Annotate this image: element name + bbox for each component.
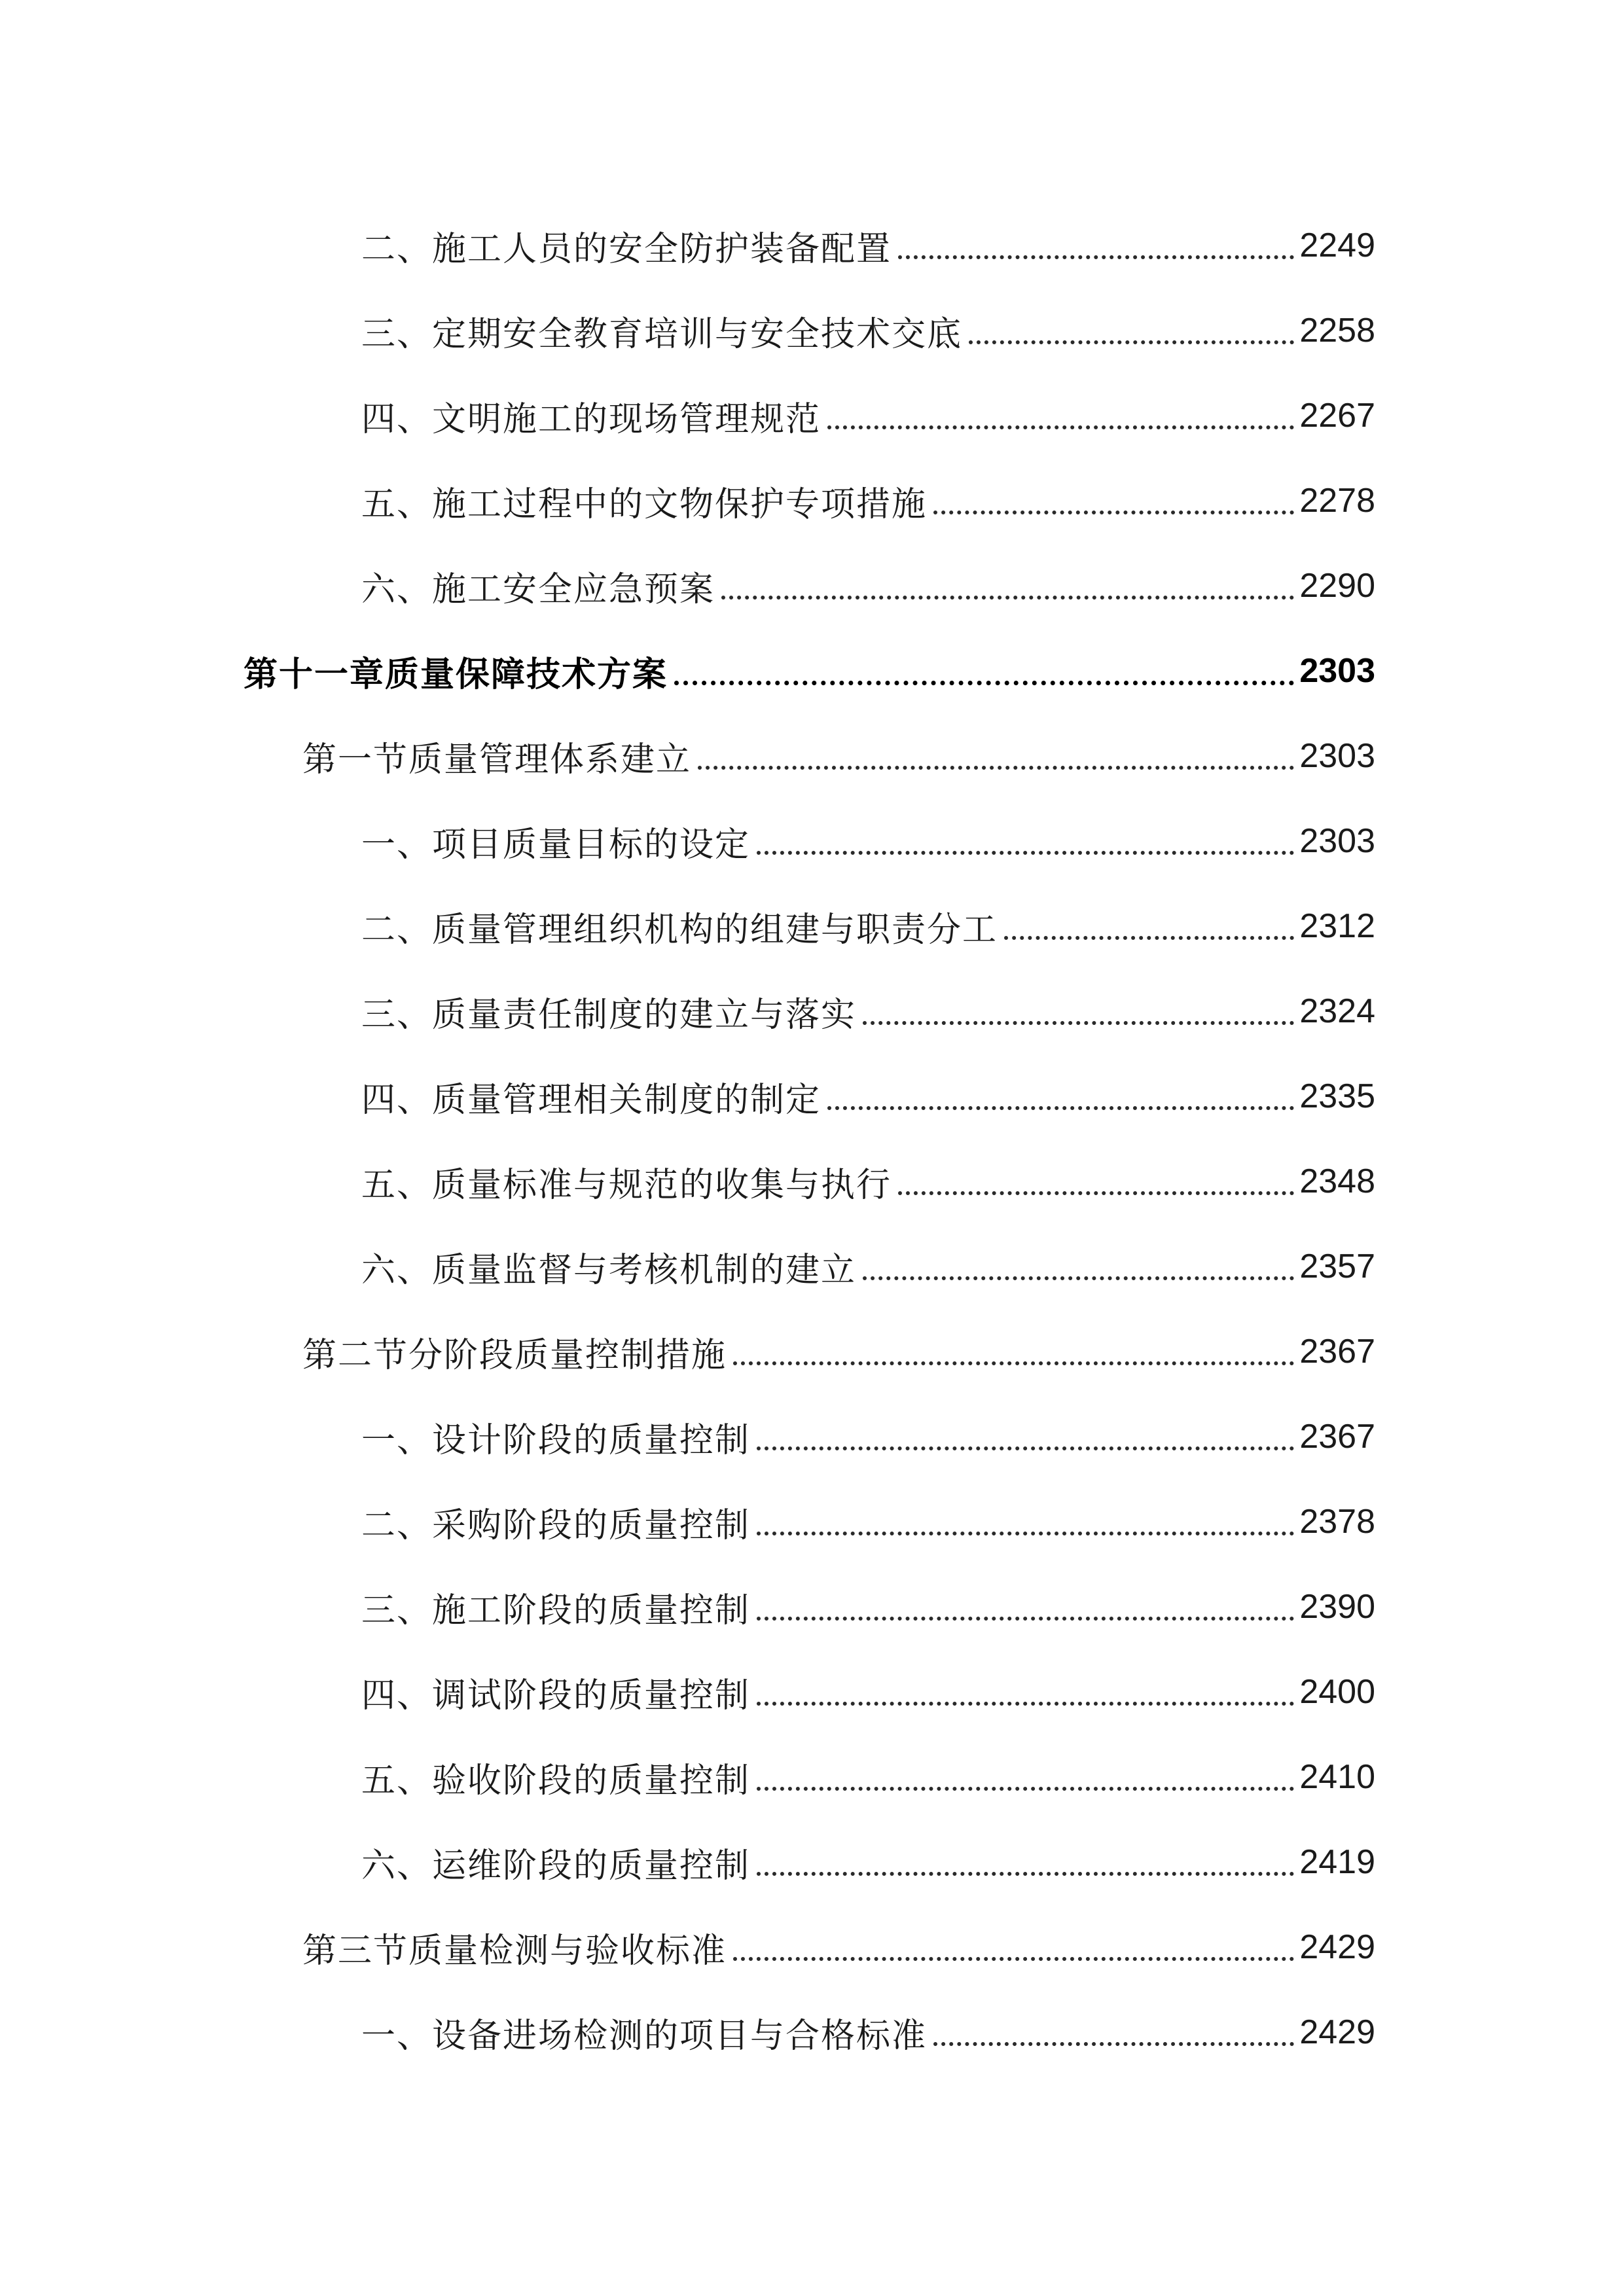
toc-entry-item[interactable]	[0, 1649, 1624, 1734]
toc-entry-item[interactable]	[0, 798, 1624, 884]
toc-entry-section[interactable]	[0, 1309, 1624, 1394]
toc-entry-page-number: 2348	[1299, 1162, 1375, 1200]
toc-entry-item[interactable]	[0, 458, 1624, 543]
toc-entry-title: 六、质量监督与考核机制的建立	[361, 1250, 857, 1290]
toc-entry-title: 五、质量标准与规范的收集与执行	[361, 1165, 892, 1205]
toc-leader-dots	[757, 1617, 1294, 1621]
toc-entry-item[interactable]	[0, 1139, 1624, 1224]
toc-leader-dots	[1004, 936, 1294, 940]
toc-leader-dots	[827, 425, 1294, 429]
toc-entry-section[interactable]	[0, 1905, 1624, 1990]
toc-entry-page-number: 2278	[1299, 482, 1375, 520]
toc-entry-title: 四、调试阶段的质量控制	[361, 1676, 751, 1715]
toc-entry-page-number: 2429	[1299, 2013, 1375, 2051]
toc-leader-dots	[969, 340, 1294, 344]
toc-entry-page-number: 2303	[1299, 652, 1375, 690]
toc-entry-page-number: 2419	[1299, 1843, 1375, 1881]
toc-entry-page-number: 2324	[1299, 992, 1375, 1030]
toc-entry-item[interactable]	[0, 1054, 1624, 1139]
toc-entry-page-number: 2357	[1299, 1247, 1375, 1285]
toc-entry-title: 第二节分阶段质量控制措施	[302, 1335, 727, 1375]
toc-leader-dots	[757, 1532, 1294, 1535]
toc-leader-dots	[863, 1276, 1294, 1280]
toc-entry-item[interactable]	[0, 884, 1624, 969]
toc-entry-chapter[interactable]	[0, 628, 1624, 713]
toc-leader-dots	[757, 851, 1294, 855]
toc-leader-dots	[933, 511, 1294, 514]
toc-entry-page-number: 2429	[1299, 1928, 1375, 1966]
toc-entry-item[interactable]	[0, 969, 1624, 1054]
toc-entry-title: 六、施工安全应急预案	[361, 569, 715, 609]
toc-leader-dots	[898, 1191, 1294, 1195]
toc-entry-title: 二、采购阶段的质量控制	[361, 1505, 751, 1545]
toc-entry-page-number: 2303	[1299, 737, 1375, 775]
toc-entry-title: 三、施工阶段的质量控制	[361, 1590, 751, 1630]
toc-entry-item[interactable]	[0, 1734, 1624, 1820]
toc-entry-title: 二、施工人员的安全防护装备配置	[361, 229, 892, 269]
toc-entry-page-number: 2367	[1299, 1333, 1375, 1371]
toc-leader-dots	[933, 2042, 1294, 2046]
toc-entry-item[interactable]	[0, 373, 1624, 458]
toc-leader-dots	[757, 1446, 1294, 1450]
toc-entry-title: 四、文明施工的现场管理规范	[361, 399, 821, 439]
toc-entry-page-number: 2290	[1299, 567, 1375, 605]
toc-entry-item[interactable]	[0, 1394, 1624, 1479]
toc-entry-title: 第十一章质量保障技术方案	[244, 655, 668, 694]
toc-entry-title: 第三节质量检测与验收标准	[302, 1931, 727, 1971]
toc-leader-dots	[757, 1702, 1294, 1706]
toc-entry-item[interactable]	[0, 203, 1624, 288]
toc-entry-page-number: 2390	[1299, 1588, 1375, 1626]
toc-entry-item[interactable]	[0, 1990, 1624, 2075]
toc-leader-dots	[733, 1361, 1294, 1365]
toc-entry-title: 一、项目质量目标的设定	[361, 825, 751, 865]
toc-entry-title: 一、设备进场检测的项目与合格标准	[361, 2016, 928, 2056]
toc-entry-page-number: 2303	[1299, 822, 1375, 860]
toc-leader-dots	[898, 255, 1294, 259]
toc-leader-dots	[698, 766, 1294, 770]
toc-entry-title: 四、质量管理相关制度的制定	[361, 1080, 821, 1120]
toc-entry-page-number: 2267	[1299, 397, 1375, 435]
toc-entry-item[interactable]	[0, 1479, 1624, 1564]
toc-leader-dots	[733, 1957, 1294, 1961]
toc-entry-page-number: 2367	[1299, 1418, 1375, 1456]
toc-entry-title: 五、验收阶段的质量控制	[361, 1761, 751, 1801]
toc-entry-page-number: 2400	[1299, 1673, 1375, 1711]
toc-entry-title: 二、质量管理组织机构的组建与职责分工	[361, 910, 998, 950]
toc-entry-item[interactable]	[0, 543, 1624, 628]
toc-entry-title: 五、施工过程中的文物保护专项措施	[361, 484, 928, 524]
toc-entry-page-number: 2249	[1299, 226, 1375, 264]
toc-entry-item[interactable]	[0, 1820, 1624, 1905]
toc-entry-page-number: 2312	[1299, 907, 1375, 945]
toc-leader-dots	[863, 1021, 1294, 1025]
toc-entry-page-number: 2335	[1299, 1077, 1375, 1115]
toc-entry-item[interactable]	[0, 288, 1624, 373]
toc-leader-dots	[721, 596, 1294, 600]
toc-entry-title: 六、运维阶段的质量控制	[361, 1846, 751, 1886]
toc-entry-page-number: 2378	[1299, 1503, 1375, 1541]
toc-entry-title: 三、质量责任制度的建立与落实	[361, 995, 857, 1035]
toc-leader-dots	[757, 1787, 1294, 1791]
toc-entry-item[interactable]	[0, 1564, 1624, 1649]
toc-entry-title: 一、设计阶段的质量控制	[361, 1420, 751, 1460]
toc-entry-section[interactable]	[0, 713, 1624, 798]
toc-leader-dots	[827, 1106, 1294, 1110]
toc-leader-dots	[674, 681, 1294, 685]
toc-entry-title: 三、定期安全教育培训与安全技术交底	[361, 314, 963, 354]
toc-entry-title: 第一节质量管理体系建立	[302, 740, 692, 780]
table-of-contents	[0, 203, 1624, 2075]
toc-leader-dots	[757, 1872, 1294, 1876]
toc-entry-page-number: 2410	[1299, 1758, 1375, 1796]
toc-entry-item[interactable]	[0, 1224, 1624, 1309]
toc-entry-page-number: 2258	[1299, 312, 1375, 350]
